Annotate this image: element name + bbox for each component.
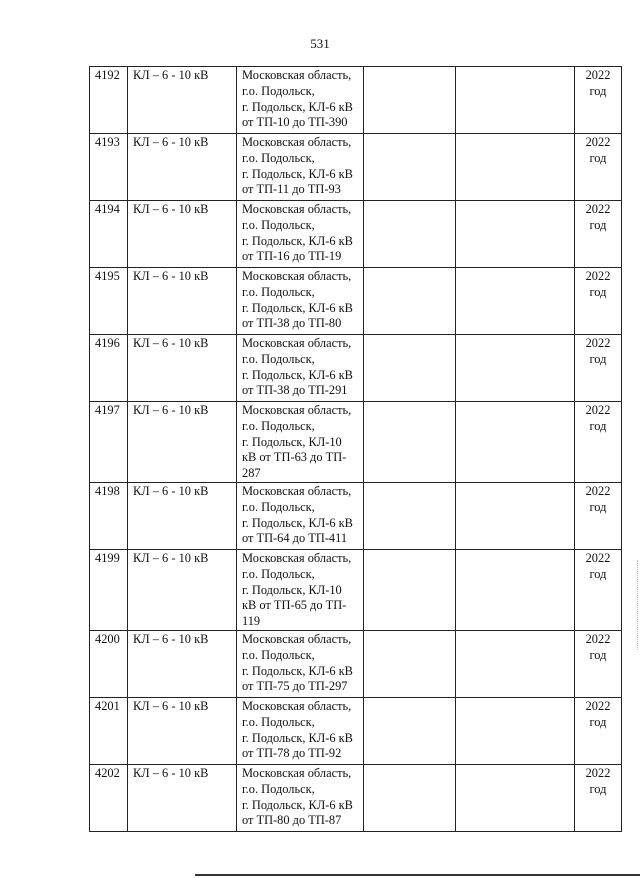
year-value: 2022 xyxy=(585,68,611,82)
empty-cell-2 xyxy=(456,134,575,201)
object-type-cell: КЛ – 6 - 10 кВ xyxy=(128,134,237,201)
object-type-cell: КЛ – 6 - 10 кВ xyxy=(128,549,237,630)
address-line: Московская область, xyxy=(242,698,352,713)
address-line: г.о. Подольск, xyxy=(242,418,315,433)
row-number-cell: 4202 xyxy=(90,764,128,831)
empty-cell-1 xyxy=(364,134,456,201)
empty-cell-1 xyxy=(364,201,456,268)
year-cell xyxy=(575,335,622,402)
empty-cell-2 xyxy=(456,67,575,134)
empty-cell-2 xyxy=(456,335,575,402)
address-cell xyxy=(237,134,364,201)
year-cell xyxy=(575,67,622,134)
table-row xyxy=(90,402,622,483)
row-number-cell: 4200 xyxy=(90,630,128,697)
address-line: от ТП-11 до ТП-93 xyxy=(242,182,341,197)
address-line: г. Подольск, КЛ-6 кВ xyxy=(242,233,353,248)
address-cell xyxy=(237,268,364,335)
address-line: от ТП-64 до ТП-411 xyxy=(242,531,348,546)
table-row xyxy=(90,482,622,549)
empty-cell-1 xyxy=(364,549,456,630)
empty-cell-2 xyxy=(456,549,575,630)
page-number: 531 xyxy=(310,36,330,51)
object-type-cell: КЛ – 6 - 10 кВ xyxy=(128,268,237,335)
year-value: 2022 xyxy=(585,483,611,498)
year-cell xyxy=(575,402,622,483)
address-line: кВ от ТП-63 до ТП- xyxy=(242,450,347,465)
address-line: от ТП-75 до ТП-297 xyxy=(242,679,348,694)
address-cell xyxy=(237,67,364,134)
address-line: от ТП-38 до ТП-291 xyxy=(242,383,348,398)
object-type-cell: КЛ – 6 - 10 кВ xyxy=(128,697,237,764)
table-row xyxy=(90,268,622,335)
year-unit: год xyxy=(589,83,607,98)
year-cell xyxy=(575,549,622,630)
year-cell xyxy=(575,482,622,549)
address-line: от ТП-80 до ТП-87 xyxy=(242,813,342,828)
year-cell xyxy=(575,697,622,764)
object-type-cell: КЛ – 6 - 10 кВ xyxy=(128,764,237,831)
empty-cell-2 xyxy=(456,268,575,335)
row-number-cell: 4194 xyxy=(90,201,128,268)
address-cell xyxy=(237,764,364,831)
address-line: от ТП-10 до ТП-390 xyxy=(242,115,348,130)
address-line: г.о. Подольск, xyxy=(242,284,315,299)
row-number-cell: 4198 xyxy=(90,482,128,549)
empty-cell-2 xyxy=(456,697,575,764)
address-line: кВ от ТП-65 до ТП- xyxy=(242,598,347,613)
address-line: Московская область, xyxy=(242,68,352,82)
address-line: г. Подольск, КЛ-6 кВ xyxy=(242,99,353,114)
address-line: г. Подольск, КЛ-6 кВ xyxy=(242,730,353,745)
object-type-cell: КЛ – 6 - 10 кВ xyxy=(128,630,237,697)
table-row xyxy=(90,201,622,268)
year-unit: год xyxy=(589,714,607,729)
address-cell xyxy=(237,201,364,268)
registry-table-body xyxy=(90,67,622,832)
scan-edge-marks xyxy=(635,560,638,650)
address-line: Московская область, xyxy=(242,135,352,149)
address-cell xyxy=(237,402,364,483)
year-cell xyxy=(575,630,622,697)
bottom-border-line xyxy=(195,874,640,876)
empty-cell-2 xyxy=(456,402,575,483)
row-number-cell: 4201 xyxy=(90,697,128,764)
row-number-cell: 4192 xyxy=(90,67,128,134)
address-line: 119 xyxy=(242,614,261,629)
empty-cell-2 xyxy=(456,630,575,697)
empty-cell-1 xyxy=(364,335,456,402)
address-cell xyxy=(237,549,364,630)
address-line: г.о. Подольск, xyxy=(242,499,315,514)
year-value: 2022 xyxy=(585,336,611,350)
year-unit: год xyxy=(589,284,607,299)
empty-cell-2 xyxy=(456,201,575,268)
address-line: г. Подольск, КЛ-6 кВ xyxy=(242,367,353,382)
table-row xyxy=(90,764,622,831)
address-line: Московская область, xyxy=(242,202,352,216)
address-cell xyxy=(237,630,364,697)
year-unit: год xyxy=(589,647,607,662)
address-line: г.о. Подольск, xyxy=(242,217,315,232)
address-line: от ТП-78 до ТП-92 xyxy=(242,746,342,761)
row-number-cell: 4199 xyxy=(90,549,128,630)
table-row xyxy=(90,630,622,697)
empty-cell-2 xyxy=(456,764,575,831)
object-type-cell: КЛ – 6 - 10 кВ xyxy=(128,402,237,483)
address-line: Московская область, xyxy=(242,403,352,417)
address-line: г. Подольск, КЛ-6 кВ xyxy=(242,797,353,812)
row-number-cell: 4196 xyxy=(90,335,128,402)
address-line: Московская область, xyxy=(242,269,352,283)
address-line: г.о. Подольск, xyxy=(242,714,315,729)
table-row xyxy=(90,67,622,134)
address-line: 287 xyxy=(242,466,261,481)
address-cell xyxy=(237,482,364,549)
row-number-cell: 4197 xyxy=(90,402,128,483)
empty-cell-1 xyxy=(364,67,456,134)
table-row xyxy=(90,335,622,402)
address-line: г.о. Подольск, xyxy=(242,83,315,98)
address-cell xyxy=(237,335,364,402)
empty-cell-1 xyxy=(364,268,456,335)
address-cell xyxy=(237,697,364,764)
year-unit: год xyxy=(589,781,607,796)
address-line: от ТП-38 до ТП-80 xyxy=(242,316,342,331)
year-unit: год xyxy=(589,499,607,514)
address-line: г. Подольск, КЛ-6 кВ xyxy=(242,300,353,315)
address-line: г. Подольск, КЛ-6 кВ xyxy=(242,663,353,678)
year-unit: год xyxy=(589,418,607,433)
address-line: г.о. Подольск, xyxy=(242,781,315,796)
row-number-cell: 4193 xyxy=(90,134,128,201)
year-value: 2022 xyxy=(585,403,611,417)
year-unit: год xyxy=(589,566,607,581)
year-value: 2022 xyxy=(585,269,611,283)
address-line: Московская область, xyxy=(242,765,352,780)
address-line: г. Подольск, КЛ-6 кВ xyxy=(242,515,353,530)
address-line: г.о. Подольск, xyxy=(242,150,315,165)
year-value: 2022 xyxy=(585,202,611,216)
address-line: г. Подольск, КЛ-10 xyxy=(242,434,342,449)
address-line: г.о. Подольск, xyxy=(242,647,315,662)
address-line: г.о. Подольск, xyxy=(242,351,315,366)
address-line: г. Подольск, КЛ-10 xyxy=(242,582,342,597)
object-type-cell: КЛ – 6 - 10 кВ xyxy=(128,482,237,549)
year-value: 2022 xyxy=(585,550,611,565)
address-line: от ТП-16 до ТП-19 xyxy=(242,249,342,264)
object-type-cell: КЛ – 6 - 10 кВ xyxy=(128,67,237,134)
year-cell xyxy=(575,134,622,201)
empty-cell-1 xyxy=(364,482,456,549)
year-value: 2022 xyxy=(585,631,611,646)
empty-cell-1 xyxy=(364,402,456,483)
address-line: г.о. Подольск, xyxy=(242,566,315,581)
year-value: 2022 xyxy=(585,765,611,780)
address-line: Московская область, xyxy=(242,631,352,646)
year-unit: год xyxy=(589,150,607,165)
registry-table xyxy=(89,66,622,832)
empty-cell-1 xyxy=(364,764,456,831)
address-line: Московская область, xyxy=(242,483,352,498)
year-unit: год xyxy=(589,217,607,232)
object-type-cell: КЛ – 6 - 10 кВ xyxy=(128,335,237,402)
empty-cell-1 xyxy=(364,697,456,764)
table-row xyxy=(90,697,622,764)
address-line: Московская область, xyxy=(242,550,352,565)
table-row xyxy=(90,549,622,630)
address-line: Московская область, xyxy=(242,336,352,350)
year-value: 2022 xyxy=(585,135,611,149)
year-cell xyxy=(575,268,622,335)
empty-cell-1 xyxy=(364,630,456,697)
object-type-cell: КЛ – 6 - 10 кВ xyxy=(128,201,237,268)
address-line: г. Подольск, КЛ-6 кВ xyxy=(242,166,353,181)
year-unit: год xyxy=(589,351,607,366)
year-cell xyxy=(575,764,622,831)
table-row xyxy=(90,134,622,201)
year-cell xyxy=(575,201,622,268)
empty-cell-2 xyxy=(456,482,575,549)
year-value: 2022 xyxy=(585,698,611,713)
row-number-cell: 4195 xyxy=(90,268,128,335)
